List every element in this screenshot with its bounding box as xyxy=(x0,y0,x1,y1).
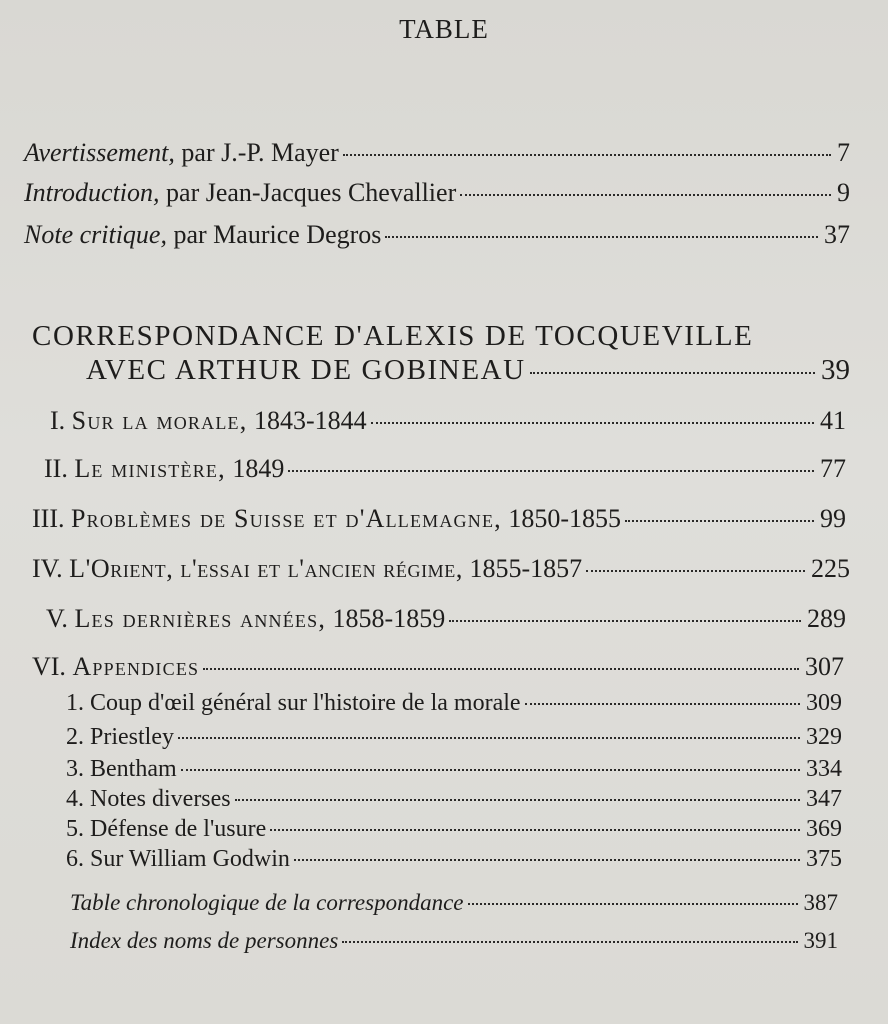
chapter-number: VI. xyxy=(32,652,66,681)
toc-appendix-5 xyxy=(66,816,842,843)
chapter-years: 1850-1855 xyxy=(508,504,622,533)
toc-entry-avertissement xyxy=(24,138,850,168)
toc-chapter-3 xyxy=(32,504,846,534)
page-number: 99 xyxy=(820,504,846,533)
chapter-number: II. xyxy=(44,454,68,483)
chapter-title: Le ministère, xyxy=(74,454,226,483)
page-number: 225 xyxy=(811,554,850,583)
page-number: 289 xyxy=(807,604,846,633)
section-heading-line2 xyxy=(86,354,850,387)
page-number: 347 xyxy=(806,786,842,812)
chapter-number: III. xyxy=(32,504,65,533)
appendix-title: Coup d'œil général sur l'histoire de la morale xyxy=(90,690,521,716)
entry-italic-title: Avertissement, xyxy=(24,138,175,167)
dot-leader xyxy=(235,799,800,801)
page-number: 387 xyxy=(803,890,838,915)
toc-appendix-6 xyxy=(66,846,842,873)
appendix-number: 3. xyxy=(66,756,84,782)
toc-chapter-6 xyxy=(32,652,844,682)
dot-leader xyxy=(270,829,800,831)
chapter-title: L'Orient, l'essai et l'ancien régime, xyxy=(69,554,463,583)
page-number: 309 xyxy=(806,690,842,716)
chapter-years: 1843-1844 xyxy=(253,406,367,435)
chapter-title: Appendices xyxy=(72,652,200,681)
toc-chapter-1 xyxy=(50,406,846,436)
toc-entry-note-critique xyxy=(24,220,850,250)
dot-leader xyxy=(586,570,805,572)
toc-appendix-1 xyxy=(66,690,842,717)
toc-appendix-2 xyxy=(66,724,842,751)
appendix-number: 5. xyxy=(66,816,84,842)
toc-chapter-2 xyxy=(44,454,846,484)
toc-chapter-5 xyxy=(46,604,846,634)
dot-leader xyxy=(385,236,818,238)
dot-leader xyxy=(343,154,831,156)
dot-leader xyxy=(530,372,815,374)
page-title: TABLE xyxy=(399,14,489,44)
entry-italic-title: Index des noms de personnes xyxy=(70,928,339,953)
page-number: 39 xyxy=(821,354,850,386)
dot-leader xyxy=(625,520,814,522)
toc-appendix-3 xyxy=(66,756,842,783)
appendix-number: 6. xyxy=(66,846,84,872)
page-number: 334 xyxy=(806,756,842,782)
entry-italic-title: Table chronologique de la correspondance xyxy=(70,890,464,915)
chapter-number: V. xyxy=(46,604,68,633)
section-heading-line1: CORRESPONDANCE D'ALEXIS DE TOCQUEVILLE xyxy=(32,320,754,352)
entry-author: par Maurice Degros xyxy=(166,220,382,249)
dot-leader xyxy=(178,737,800,739)
page-number: 9 xyxy=(837,178,850,207)
appendix-title: Notes diverses xyxy=(90,786,231,812)
chapter-title: Problèmes de Suisse et d'Allemagne, xyxy=(70,504,502,533)
dot-leader xyxy=(342,941,797,943)
page-number: 307 xyxy=(805,652,844,681)
dot-leader xyxy=(371,422,814,424)
chapter-title: Les dernières années, xyxy=(74,604,327,633)
appendix-title: Sur William Godwin xyxy=(90,846,290,872)
page-number: 37 xyxy=(824,220,850,249)
appendix-number: 2. xyxy=(66,724,84,750)
toc-entry-index xyxy=(70,928,838,954)
dot-leader xyxy=(203,668,799,670)
page-number: 375 xyxy=(806,846,842,872)
dot-leader xyxy=(525,703,800,705)
dot-leader xyxy=(460,194,831,196)
appendix-number: 1. xyxy=(66,690,84,716)
chapter-number: IV. xyxy=(32,554,63,583)
page-number: 7 xyxy=(837,138,850,167)
chapter-number: I. xyxy=(50,406,66,435)
page-number: 369 xyxy=(806,816,842,842)
appendix-title: Priestley xyxy=(90,724,174,750)
toc-chapter-4 xyxy=(32,554,850,584)
entry-italic-title: Note critique, xyxy=(24,220,167,249)
entry-author: par Jean-Jacques Chevallier xyxy=(159,178,457,207)
page-number: 329 xyxy=(806,724,842,750)
appendix-number: 4. xyxy=(66,786,84,812)
page-number: 77 xyxy=(820,454,846,483)
chapter-years: 1849 xyxy=(232,454,285,483)
appendix-title: Défense de l'usure xyxy=(90,816,267,842)
dot-leader xyxy=(468,903,798,905)
toc-entry-table-chronologique xyxy=(70,890,838,916)
toc-appendix-4 xyxy=(66,786,842,813)
chapter-years: 1855-1857 xyxy=(469,554,583,583)
entry-author: par J.-P. Mayer xyxy=(174,138,339,167)
chapter-years: 1858-1859 xyxy=(332,604,446,633)
section-heading-text: AVEC ARTHUR DE GOBINEAU xyxy=(86,354,526,386)
appendix-title: Bentham xyxy=(90,756,177,782)
dot-leader xyxy=(288,470,814,472)
dot-leader xyxy=(294,859,800,861)
page-number: 391 xyxy=(803,928,838,953)
page-number: 41 xyxy=(820,406,846,435)
chapter-title: Sur la morale, xyxy=(71,406,248,435)
toc-entry-introduction xyxy=(24,178,850,208)
dot-leader xyxy=(449,620,801,622)
entry-italic-title: Introduction, xyxy=(24,178,160,207)
dot-leader xyxy=(181,769,800,771)
